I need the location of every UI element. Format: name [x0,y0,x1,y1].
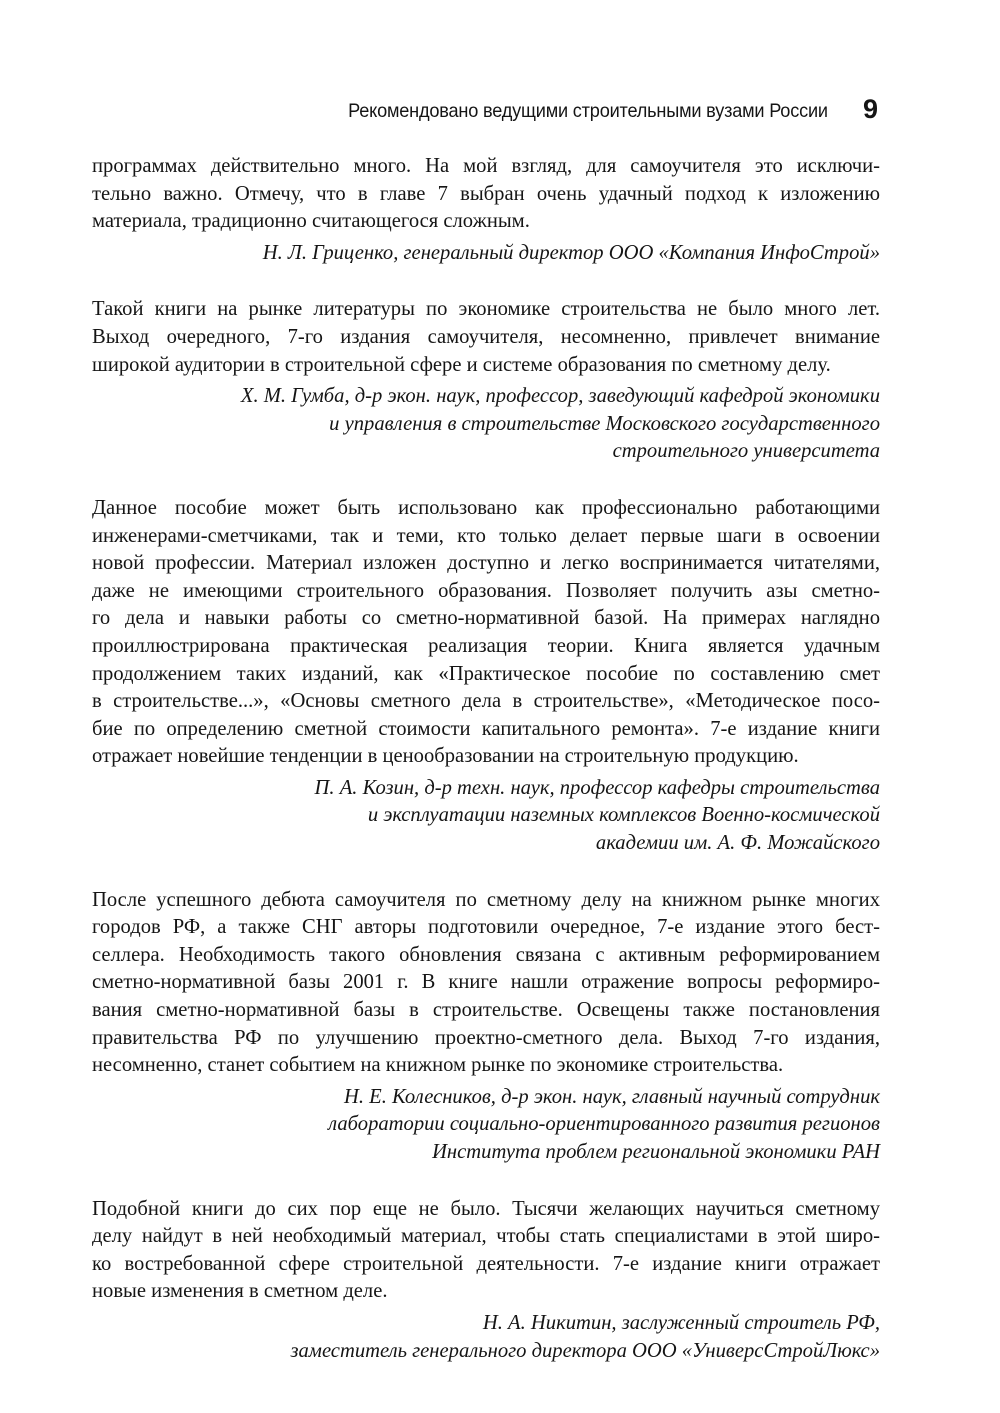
review-text [92,495,880,771]
text-line: сметно-нормативной базы 2001 г. В книге нашли отражение вопросы реформиро- [92,971,880,994]
text-line: Выход очередного, 7-го издания самоучителя, несомненно, привлечет внимание [92,325,880,348]
review-4 [92,887,880,1167]
text-line: широкой аудитории в строительной сфере и системе образования по сметному делу. [92,353,831,376]
reviewer-signature: Н. Е. Колесников, д-р экон. наук, главный научный сотрудник [343,1085,880,1108]
page-body [92,153,880,1365]
text-line: Подобной книги до сих пор еще не было. Тысячи желающих научиться сметному [92,1197,880,1220]
text-line: в строительстве...», «Основы сметного дела в строительстве», «Методическое посо- [92,690,880,713]
running-header [92,96,880,130]
reviewer-signature: Н. Л. Гриценко, генеральный директор ООО «Компания ИнфоСтрой» [262,241,880,264]
text-line: го дела и навыки работы со сметно-нормативной базой. На примерах наглядно [92,607,880,630]
text-line: отражает новейшие тенденции в ценообразовании на строительную продукцию. [92,745,799,768]
reviewer-signature: заместитель генерального директора ООО «УниверсСтройЛюкс» [290,1339,880,1362]
reviewer-signature: строительного университета [612,440,880,463]
text-line: проиллюстрирована практическая реализация теории. Книга является удачным [92,634,880,657]
text-line: городов РФ, а также СНГ авторы подготовили очередное, 7-е издание этого бест- [92,916,880,939]
review-3 [92,495,880,858]
text-line: ко востребованной сфере строительной деятельности. 7-е издание книги отражает [92,1252,880,1275]
text-line: продолжением таких изданий, как «Практическое пособие по составлению смет [92,662,880,685]
text-line: Данное пособие может быть использовано как профессионально работающими [92,496,880,519]
reviewer-signature: лаборатории социально-ориентированного развития регионов [328,1113,880,1136]
text-line: даже не имеющими строительного образования. Позволяет получить азы сметно- [92,579,880,602]
text-line: новой профессии. Материал изложен доступно и легко воспринимается читателями, [92,552,880,575]
text-line: После успешного дебюта самоучителя по сметному делу на книжном рынке многих [92,888,880,911]
text-line: бие по определению сметной стоимости капитального ремонта». 7-е издание книги [92,717,880,740]
reviewer-signature: Х. М. Гумба, д-р экон. наук, профессор, заведующий кафедрой экономики [240,385,880,408]
review-text [92,153,880,236]
reviewer-signature: академии им. А. Ф. Можайского [595,832,880,855]
review-1 [92,153,880,267]
text-line: Такой книги на рынке литературы по экономике строительства не было много лет. [92,298,880,321]
review-text [92,1196,880,1306]
text-line: программах действительно много. На мой взгляд, для самоучителя это исключи- [92,155,880,177]
review-text [92,887,880,1080]
text-line: новые изменения в сметном деле. [92,1280,388,1303]
reviewer-signature: П. А. Козин, д-р техн. наук, профессор кафедры строительства [314,776,880,799]
reviewer-signature: и эксплуатации наземных комплексов Военно-космической [367,804,880,827]
text-line: правительства РФ по улучшению проектно-сметного дела. Выход 7-го издания, [92,1026,880,1049]
review-5 [92,1196,880,1366]
reviewer-signature: Института проблем региональной экономики РАН [432,1141,880,1163]
reviewer-signature: Н. А. Никитин, заслуженный строитель РФ, [482,1311,880,1334]
review-2 [92,296,880,466]
text-line: вания сметно-нормативной базы в строительстве. Освещены также постановления [92,999,880,1022]
text-line: несомненно, станет событием на книжном рынке по экономике строительства. [92,1054,784,1077]
running-title: Рекомендовано ведущими строительными вузами России [348,100,828,122]
review-text [92,296,880,379]
text-line: делу найдут в ней необходимый материал, чтобы стать специалистами в этой широ- [92,1225,880,1248]
text-line: инженерами-сметчиками, так и теми, кто только делает первые шаги в освоении [92,524,880,547]
reviewer-signature: и управления в строительстве Московского государственного [329,412,880,435]
text-line: тельно важно. Отмечу, что в главе 7 выбран очень удачный подход к изложению [92,182,880,205]
text-line: селлера. Необходимость такого обновления связана с активным реформированием [92,943,880,966]
text-line: материала, традиционно считающегося сложным. [92,210,530,233]
page-number: 9 [862,94,878,124]
